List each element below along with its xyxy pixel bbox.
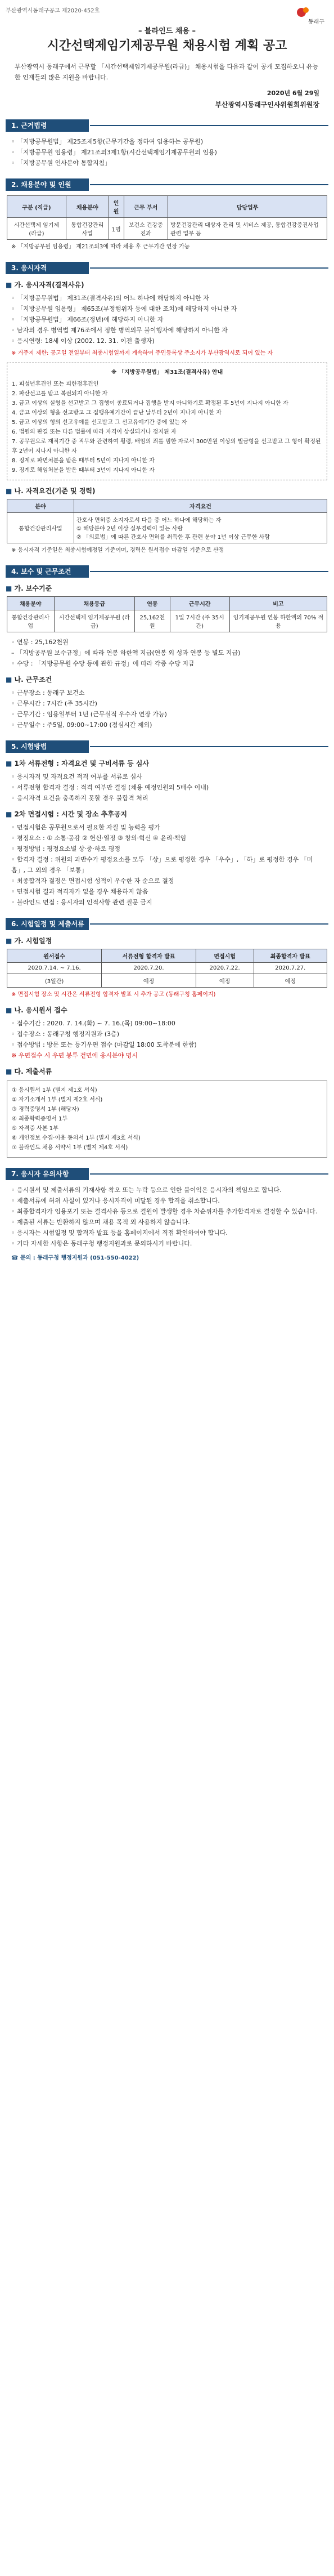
header-bar xyxy=(0,0,334,33)
section-4-rule xyxy=(90,571,328,572)
page-title: 시간선택제임기제공무원 채용시험 계획 공고 xyxy=(47,39,287,53)
list-item: ◦ 제출된 서류는 반환하지 않으며 채용 목적 외 사용하지 않습니다. xyxy=(11,1218,190,1226)
table-header: 근무 부서 xyxy=(124,196,168,218)
table-row xyxy=(7,218,327,240)
list-item: ◦ 근무기간 : 임용일부터 1년 (근무실적 우수자 연장 가능) xyxy=(11,711,167,718)
table-header: 분야 xyxy=(7,499,74,513)
table-header: 연봉 xyxy=(135,597,170,610)
section-2-title: 2. 채용분야 및 인원 xyxy=(6,178,89,191)
list-item: ◦ 서류전형 합격자 결정 : 적격 여부만 결정 (채용 예정인원의 5배수 이내) xyxy=(11,784,209,791)
dongnae-logo xyxy=(294,5,326,27)
list-item: ◦ 응시자는 시험일정 및 합격자 발표 등을 홈페이지에서 직접 확인하여야 합니다. xyxy=(11,1229,228,1236)
agency-name: 부산광역시동래구인사위원회위원장 xyxy=(215,101,319,109)
list-item: ⑥ 개인정보 수집·이용 동의서 1부 (별지 제3호 서식) xyxy=(12,1135,141,1141)
qualification-table xyxy=(7,499,327,543)
table-cell: 예정 xyxy=(254,974,327,988)
list-item: ◦ 「지방공무원 임용령」 제21조의3제1항(시간선택제임기제공무원의 임용) xyxy=(11,149,217,156)
section-1-header xyxy=(6,119,328,132)
list-item: ◦ 합격자 결정 : 위원의 과반수가 평정요소를 모두 「상」으로 평정한 경우 「우수」, 「하」로 평정한 경우 「미흡」, 그 외의 경우 「보통」 xyxy=(11,856,313,874)
table-header: 원서접수 xyxy=(7,949,102,963)
list-item: ② 자기소개서 1부 (별지 제2호 서식) xyxy=(12,1097,103,1103)
list-item: ◦ 제출서류에 허위 사실이 있거나 응시자격이 미달된 경우 합격을 취소합니다. xyxy=(11,1197,220,1204)
list-item: ◦ 연봉 : 25,162천원 xyxy=(11,639,69,646)
list-item: ◦ 최종합격자가 임용포기 또는 결격사유 등으로 결원이 발생할 경우 차순위자를 추가합격자로 결정할 수 있습니다. xyxy=(11,1208,318,1215)
table-header: 인원 xyxy=(109,196,124,218)
table-cell: 통합건강관리사업 xyxy=(7,513,74,543)
pay-notes xyxy=(11,637,323,669)
section-6-sub2: ■ 나. 응시원서 접수 xyxy=(6,1005,328,1015)
table-cell: 1일 7시간 (주 35시간) xyxy=(170,610,229,632)
interview-list xyxy=(11,822,323,908)
list-item: ◦ 「지방공무원법」 제31조(결격사유)의 어느 하나에 해당하지 아니한 자 xyxy=(11,294,209,302)
section-3-rule xyxy=(90,267,328,269)
table-header: 채용등급 xyxy=(54,597,135,610)
section-7-rule xyxy=(90,1173,328,1175)
logo-text: 동래구 xyxy=(308,19,324,25)
table-cell: 1명 xyxy=(109,218,124,240)
list-item: ◦ 면접시험은 공무원으로서 필요한 자질 및 능력을 평가 xyxy=(11,824,160,831)
table-header: 최종합격자 발표 xyxy=(254,949,327,963)
list-item: ⑦ 블라인드 채용 서약서 1부 (별지 제4호 서식) xyxy=(12,1145,128,1151)
disq-heading: ※ 「지방공무원법」 제31조(결격사유) 안내 xyxy=(111,369,223,376)
list-item: ◦ 「지방공무원 임용령」 제65조(부정행위자 등에 대한 조치)에 해당하지 아니한 자 xyxy=(11,305,237,312)
table-cell: 임기제공무원 연봉 하한액의 70% 적용 xyxy=(229,610,327,632)
list-item: ◦ 면접시험 결과 적격자가 없을 경우 채용하지 않음 xyxy=(11,888,148,895)
section-4-sub2: ■ 나. 근무조건 xyxy=(6,675,328,684)
page-subtitle: – 블라인드 채용 – xyxy=(138,27,196,35)
list-item: ◦ 평정요소 : ① 소통·공감 ② 헌신·열정 ③ 창의·혁신 ④ 윤리·책임 xyxy=(11,834,187,842)
section-1-rule xyxy=(90,125,328,126)
announcement-date: 2020년 6월 29일 xyxy=(267,90,319,97)
document-screening-list xyxy=(11,771,323,803)
table-header: 자격요건 xyxy=(74,499,327,513)
table-header: 채용분야 xyxy=(7,597,55,610)
list-item: ◦ 접수기간 : 2020. 7. 14.(화) ~ 7. 16.(목) 09:00~18:00 xyxy=(11,1020,175,1027)
list-item: ◦ 응시자격 요건을 충족하지 못할 경우 불합격 처리 xyxy=(11,794,148,802)
table-cell: 방문건강관리 대상자 관리 및 서비스 제공, 통합건강증진사업 관련 업무 등 xyxy=(168,218,327,240)
list-item: ※ 우편접수 시 우편 봉투 겉면에 응시분야 명시 xyxy=(11,1052,138,1059)
list-item: ① 응시원서 1부 (별지 제1호 서식) xyxy=(12,1087,97,1093)
section-5-sub1: ■ 1차 서류전형 : 자격요건 및 구비서류 등 심사 xyxy=(6,758,328,768)
table-header: 서류전형 합격자 발표 xyxy=(102,949,196,963)
list-item: ◦ 「지방공무원법」 제66조(정년)에 해당하지 아니한 자 xyxy=(11,316,164,323)
section-4-title: 4. 보수 및 근무조건 xyxy=(6,565,89,578)
table-cell: 시간선택제 임기제 (라급) xyxy=(7,218,66,240)
section-4-sub1: ■ 가. 보수기준 xyxy=(6,583,328,593)
list-item: ◦ 수당 : 「지방공무원 수당 등에 관한 규정」에 따라 각종 수당 지급 xyxy=(11,660,195,667)
doc-number: 부산광역시동래구공고 제2020-452호 xyxy=(6,8,100,14)
table-cell: (3일간) xyxy=(7,974,102,988)
table-header: 비고 xyxy=(229,597,327,610)
disq-text: 1. 피성년후견인 또는 피한정후견인 2. 파산선고를 받고 복권되지 아니한 자 3. 금고 이상의 실형을 선고받고 그 집행이 종료되거나 집행을 받지 아니하기로 확정된 후 5년이 지나지 아니한 자 4. 금고 이상의 형을 선고받고 그 집행유예기간이 끝난 날부터 2년이 지나지 아니한 자 5. 금고 이상의 형의 선고유예를 선고받고 그 선고유예기간 중에 있는 자 6. 법원의 판결 또는 다른 법률에 따라 자격이 상실되거나 정지된 자 7. 공무원으로 재직기간 중 직무와 관련하여 횡령, 배임의 죄를 범한 자로서 300만원 이상의 벌금형을 선고받고 그 형이 확정된 후 2년이 지나지 아니한 자 8. 징계로 파면처분을 받은 때부터 5년이 지나지 아니한 자 9. 징계로 해임처분을 받은 때부터 3년이 지나지 아니한 자 xyxy=(12,381,321,474)
section-5-header xyxy=(6,740,328,753)
table-cell: 예정 xyxy=(102,974,196,988)
section-6-sub3: ■ 다. 제출서류 xyxy=(6,1066,328,1076)
list-item: ◦ 최종합격자 결정은 면접시험 성적이 우수한 자 순으로 결정 xyxy=(11,877,174,885)
table-header: 근무시간 xyxy=(170,597,229,610)
section-3-list xyxy=(11,293,323,346)
section-3-header xyxy=(6,262,328,274)
table-header: 면접시험 xyxy=(196,949,254,963)
documents-box xyxy=(7,1081,327,1158)
list-item: ◦ 근무일수 : 주5일, 09:00~17:00 (점심시간 제외) xyxy=(11,721,152,729)
section-6-rule xyxy=(90,923,328,925)
list-item: ◦ 평정방법 : 평정요소별 상·중·하로 평정 xyxy=(11,845,121,852)
section-3-sub2: ■ 나. 자격요건(기준 및 경력) xyxy=(6,486,328,495)
list-item: ◦ 남자의 경우 병역법 제76조에서 정한 병역의무 불이행자에 해당하지 아니한 자 xyxy=(11,327,228,334)
section-2-header xyxy=(6,178,328,191)
table-row xyxy=(7,963,327,974)
section-2-note: ※ 「지방공무원 임용령」 제21조의3에 따라 채용 후 근무기간 연장 가능 xyxy=(11,244,190,250)
table-cell: 통합건강관리사업 xyxy=(66,218,109,240)
table-row xyxy=(7,974,327,988)
table-cell: 25,162천원 xyxy=(135,610,170,632)
schedule-table xyxy=(7,949,327,988)
conditions-list xyxy=(11,687,323,730)
table-cell: 2020.7.22. xyxy=(196,963,254,974)
table-cell: 2020.7.27. xyxy=(254,963,327,974)
table-header: 담당업무 xyxy=(168,196,327,218)
table-header: 구분 (직급) xyxy=(7,196,66,218)
list-item: – 「지방공무원 보수규정」에 따라 연봉 하한액 지급(연봉 외 성과 연봉 등 별도 지급) xyxy=(11,649,241,657)
qualification-note: ※ 응시자격 기준일은 최종시험예정일 기준이며, 경력은 원서접수 마감일 기준으로 산정 xyxy=(11,547,224,553)
list-item: ◦ 기타 자세한 사항은 동래구청 행정지원과로 문의하시기 바랍니다. xyxy=(11,1240,192,1247)
section-4-header xyxy=(6,565,328,578)
table-cell: 간호사 면허증 소지자로서 다음 중 어느 하나에 해당하는 자 ① 해당분야 2년 이상 실무경력이 있는 사람 ② 「의료법」에 따른 간호사 면허를 취득한 후 관련 분야 1년 이상 근무한 사람 xyxy=(74,513,327,543)
list-item: ◦ 응시연령: 18세 이상 (2002. 12. 31. 이전 출생자) xyxy=(11,337,155,345)
table-cell: 2020.7.20. xyxy=(102,963,196,974)
section-1-title: 1. 근거법령 xyxy=(6,119,89,132)
disqualification-box xyxy=(7,363,327,480)
section-7-header xyxy=(6,1168,328,1180)
list-item: ◦ 접수방법 : 방문 또는 등기우편 접수 (마감일 18:00 도착분에 한함) xyxy=(11,1041,197,1048)
section-6-sub1: ■ 가. 시험일정 xyxy=(6,936,328,945)
list-item: ③ 경력증명서 1부 (해당자) xyxy=(12,1106,79,1113)
contact-info: ☎ 문의 : 동래구청 행정지원과 (051-550-4022) xyxy=(11,1255,139,1261)
schedule-note: ※ 면접시험 장소 및 시간은 서류전형 합격자 발표 시 추가 공고 (동래구청 홈페이지) xyxy=(11,992,216,998)
table-row xyxy=(7,513,327,543)
section-5-sub2: ■ 2차 면접시험 : 시간 및 장소 추후공지 xyxy=(6,809,328,819)
residence-note: ※ 거주지 제한: 공고일 전일부터 최종시험일까지 계속하여 주민등록상 주소지가 부산광역시로 되어 있는 자 xyxy=(11,350,273,356)
intro-text: 부산광역시 동래구에서 근무할 「시간선택제임기제공무원(라급)」 채용시험을 다음과 같이 공개 모집하오니 유능한 인재들의 많은 지원을 바랍니다. xyxy=(15,63,319,81)
section-3-sub1: ■ 가. 응시자격(결격사유) xyxy=(6,280,328,289)
table-cell: 시간선택제 임기제공무원 (라급) xyxy=(54,610,135,632)
list-item: ◦ 블라인드 면접 : 응시자의 인적사항 관련 질문 금지 xyxy=(11,899,152,906)
table-cell: 예정 xyxy=(196,974,254,988)
section-2-rule xyxy=(90,184,328,185)
section-5-rule xyxy=(90,746,328,747)
list-item: ◦ 응시자격 및 자격요건 적격 여부를 서류로 심사 xyxy=(11,773,142,780)
table-row xyxy=(7,610,327,632)
list-item: ◦ 근무장소 : 동래구 보건소 xyxy=(11,689,85,697)
table-cell: 2020.7.14. ~ 7.16. xyxy=(7,963,102,974)
section-6-title: 6. 시험일정 및 제출서류 xyxy=(6,918,89,930)
list-item: ◦ 근무시간 : 7시간 (주 35시간) xyxy=(11,700,97,707)
section-3-title: 3. 응시자격 xyxy=(6,262,89,274)
pay-table xyxy=(7,596,327,632)
list-item: ◦ 「지방공무원법」 제25조제5항(근무기간을 정하여 임용하는 공무원) xyxy=(11,138,204,145)
section-1-list xyxy=(11,136,323,168)
precautions-list xyxy=(11,1185,323,1249)
list-item: ⑤ 자격증 사본 1부 xyxy=(12,1126,58,1132)
list-item: ◦ 「지방공무원 인사분야 통합지침」 xyxy=(11,159,111,167)
table-cell: 보건소 건강증진과 xyxy=(124,218,168,240)
list-item: ◦ 접수장소 : 동래구청 행정지원과 (3층) xyxy=(11,1030,120,1038)
recruitment-table xyxy=(7,195,327,240)
section-6-header xyxy=(6,918,328,930)
list-item: ④ 최종학력증명서 1부 xyxy=(12,1116,67,1122)
apply-list xyxy=(11,1018,323,1061)
list-item: ◦ 응시원서 및 제출서류의 기재사항 착오 또는 누락 등으로 인한 불이익은 응시자의 책임으로 합니다. xyxy=(11,1186,282,1194)
table-header: 채용분야 xyxy=(66,196,109,218)
section-7-title: 7. 응시자 유의사항 xyxy=(6,1168,89,1180)
table-cell: 통합건강관리사업 xyxy=(7,610,55,632)
section-5-title: 5. 시험방법 xyxy=(6,740,89,753)
